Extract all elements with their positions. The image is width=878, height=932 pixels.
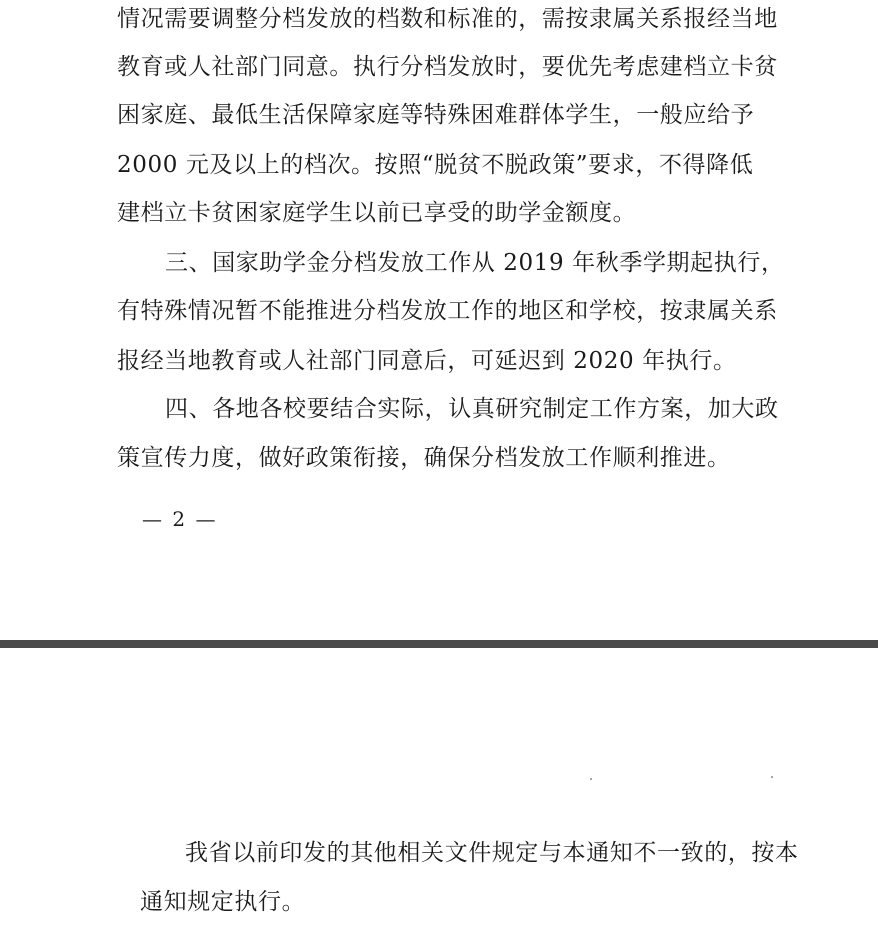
paragraph-line: 报经当地教育或人社部门同意后，可延迟到 2020 年执行。 [117, 348, 737, 374]
paragraph-line: 我省以前印发的其他相关文件规定与本通知不一致的，按本 [185, 840, 799, 866]
scan-speck [771, 776, 773, 778]
paragraph-line: 困家庭、最低生活保障家庭等特殊困难群体学生，一般应给予 [117, 102, 755, 128]
section-three-heading-line: 三、国家助学金分档发放工作从 2019 年秋季学期起执行， [165, 250, 785, 276]
page-separator [0, 640, 878, 648]
paragraph-line: 建档立卡贫困家庭学生以前已享受的助学金额度。 [117, 200, 637, 226]
paragraph-line: 有特殊情况暂不能推进分档发放工作的地区和学校，按隶属关系 [117, 298, 778, 324]
paragraph-line: 教育或人社部门同意。执行分档发放时，要优先考虑建档立卡贫 [117, 54, 778, 80]
section-four-heading-line: 四、各地各校要结合实际，认真研究制定工作方案，加大政 [165, 396, 779, 422]
document-page-lower [0, 648, 878, 932]
paragraph-line: 策宣传力度，做好政策衔接，确保分档发放工作顺利推进。 [117, 445, 731, 471]
page-number: — 2 — [142, 507, 218, 531]
paragraph-line: 通知规定执行。 [140, 889, 306, 915]
paragraph-line: 2000 元及以上的档次。按照“脱贫不脱政策”要求，不得降低 [117, 152, 754, 178]
paragraph-line: 情况需要调整分档发放的档数和标准的，需按隶属关系报经当地 [117, 6, 778, 32]
scan-speck [590, 778, 592, 780]
